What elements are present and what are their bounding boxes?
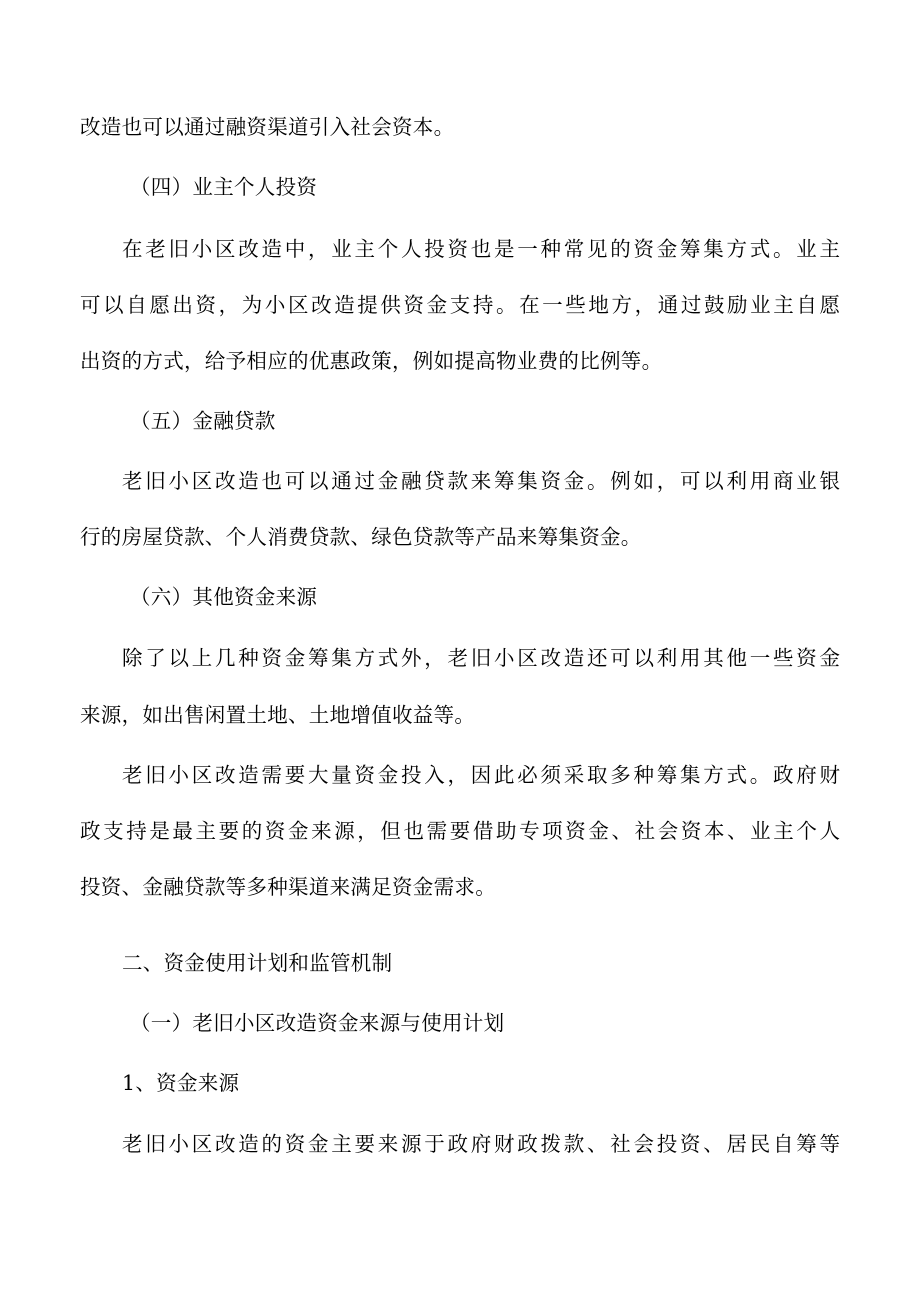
paragraph-line: 老旧小区改造的资金主要来源于政府财政拨款、社会投资、居民自筹等 bbox=[122, 1132, 840, 1156]
section-heading: （六）其他资金来源 bbox=[130, 585, 318, 609]
chapter-heading: 二、资金使用计划和监管机制 bbox=[122, 951, 393, 975]
paragraph-line: 政支持是最主要的资金来源，但也需要借助专项资金、社会资本、业主个人 bbox=[80, 819, 840, 843]
subsection-heading: 1、资金来源 bbox=[122, 1071, 240, 1095]
paragraph-line: 改造也可以通过融资渠道引入社会资本。 bbox=[80, 115, 455, 139]
section-heading: （五）金融贷款 bbox=[130, 409, 276, 433]
paragraph-line: 在老旧小区改造中，业主个人投资也是一种常见的资金筹集方式。业主 bbox=[122, 237, 840, 261]
section-heading: （一）老旧小区改造资金来源与使用计划 bbox=[130, 1011, 505, 1035]
paragraph-line: 行的房屋贷款、个人消费贷款、绿色贷款等产品来筹集资金。 bbox=[80, 525, 642, 549]
paragraph-line: 可以自愿出资，为小区改造提供资金支持。在一些地方，通过鼓励业主自愿 bbox=[80, 293, 840, 317]
paragraph-line: 出资的方式，给予相应的优惠政策，例如提高物业费的比例等。 bbox=[80, 349, 663, 373]
paragraph-line: 投资、金融贷款等多种渠道来满足资金需求。 bbox=[80, 875, 496, 899]
section-heading: （四）业主个人投资 bbox=[130, 175, 318, 199]
paragraph-line: 来源，如出售闲置土地、土地增值收益等。 bbox=[80, 703, 476, 727]
paragraph-line: 老旧小区改造也可以通过金融贷款来筹集资金。例如，可以利用商业银 bbox=[122, 469, 840, 493]
paragraph-line: 老旧小区改造需要大量资金投入，因此必须采取多种筹集方式。政府财 bbox=[122, 763, 840, 787]
paragraph-line: 除了以上几种资金筹集方式外，老旧小区改造还可以利用其他一些资金 bbox=[122, 646, 840, 670]
